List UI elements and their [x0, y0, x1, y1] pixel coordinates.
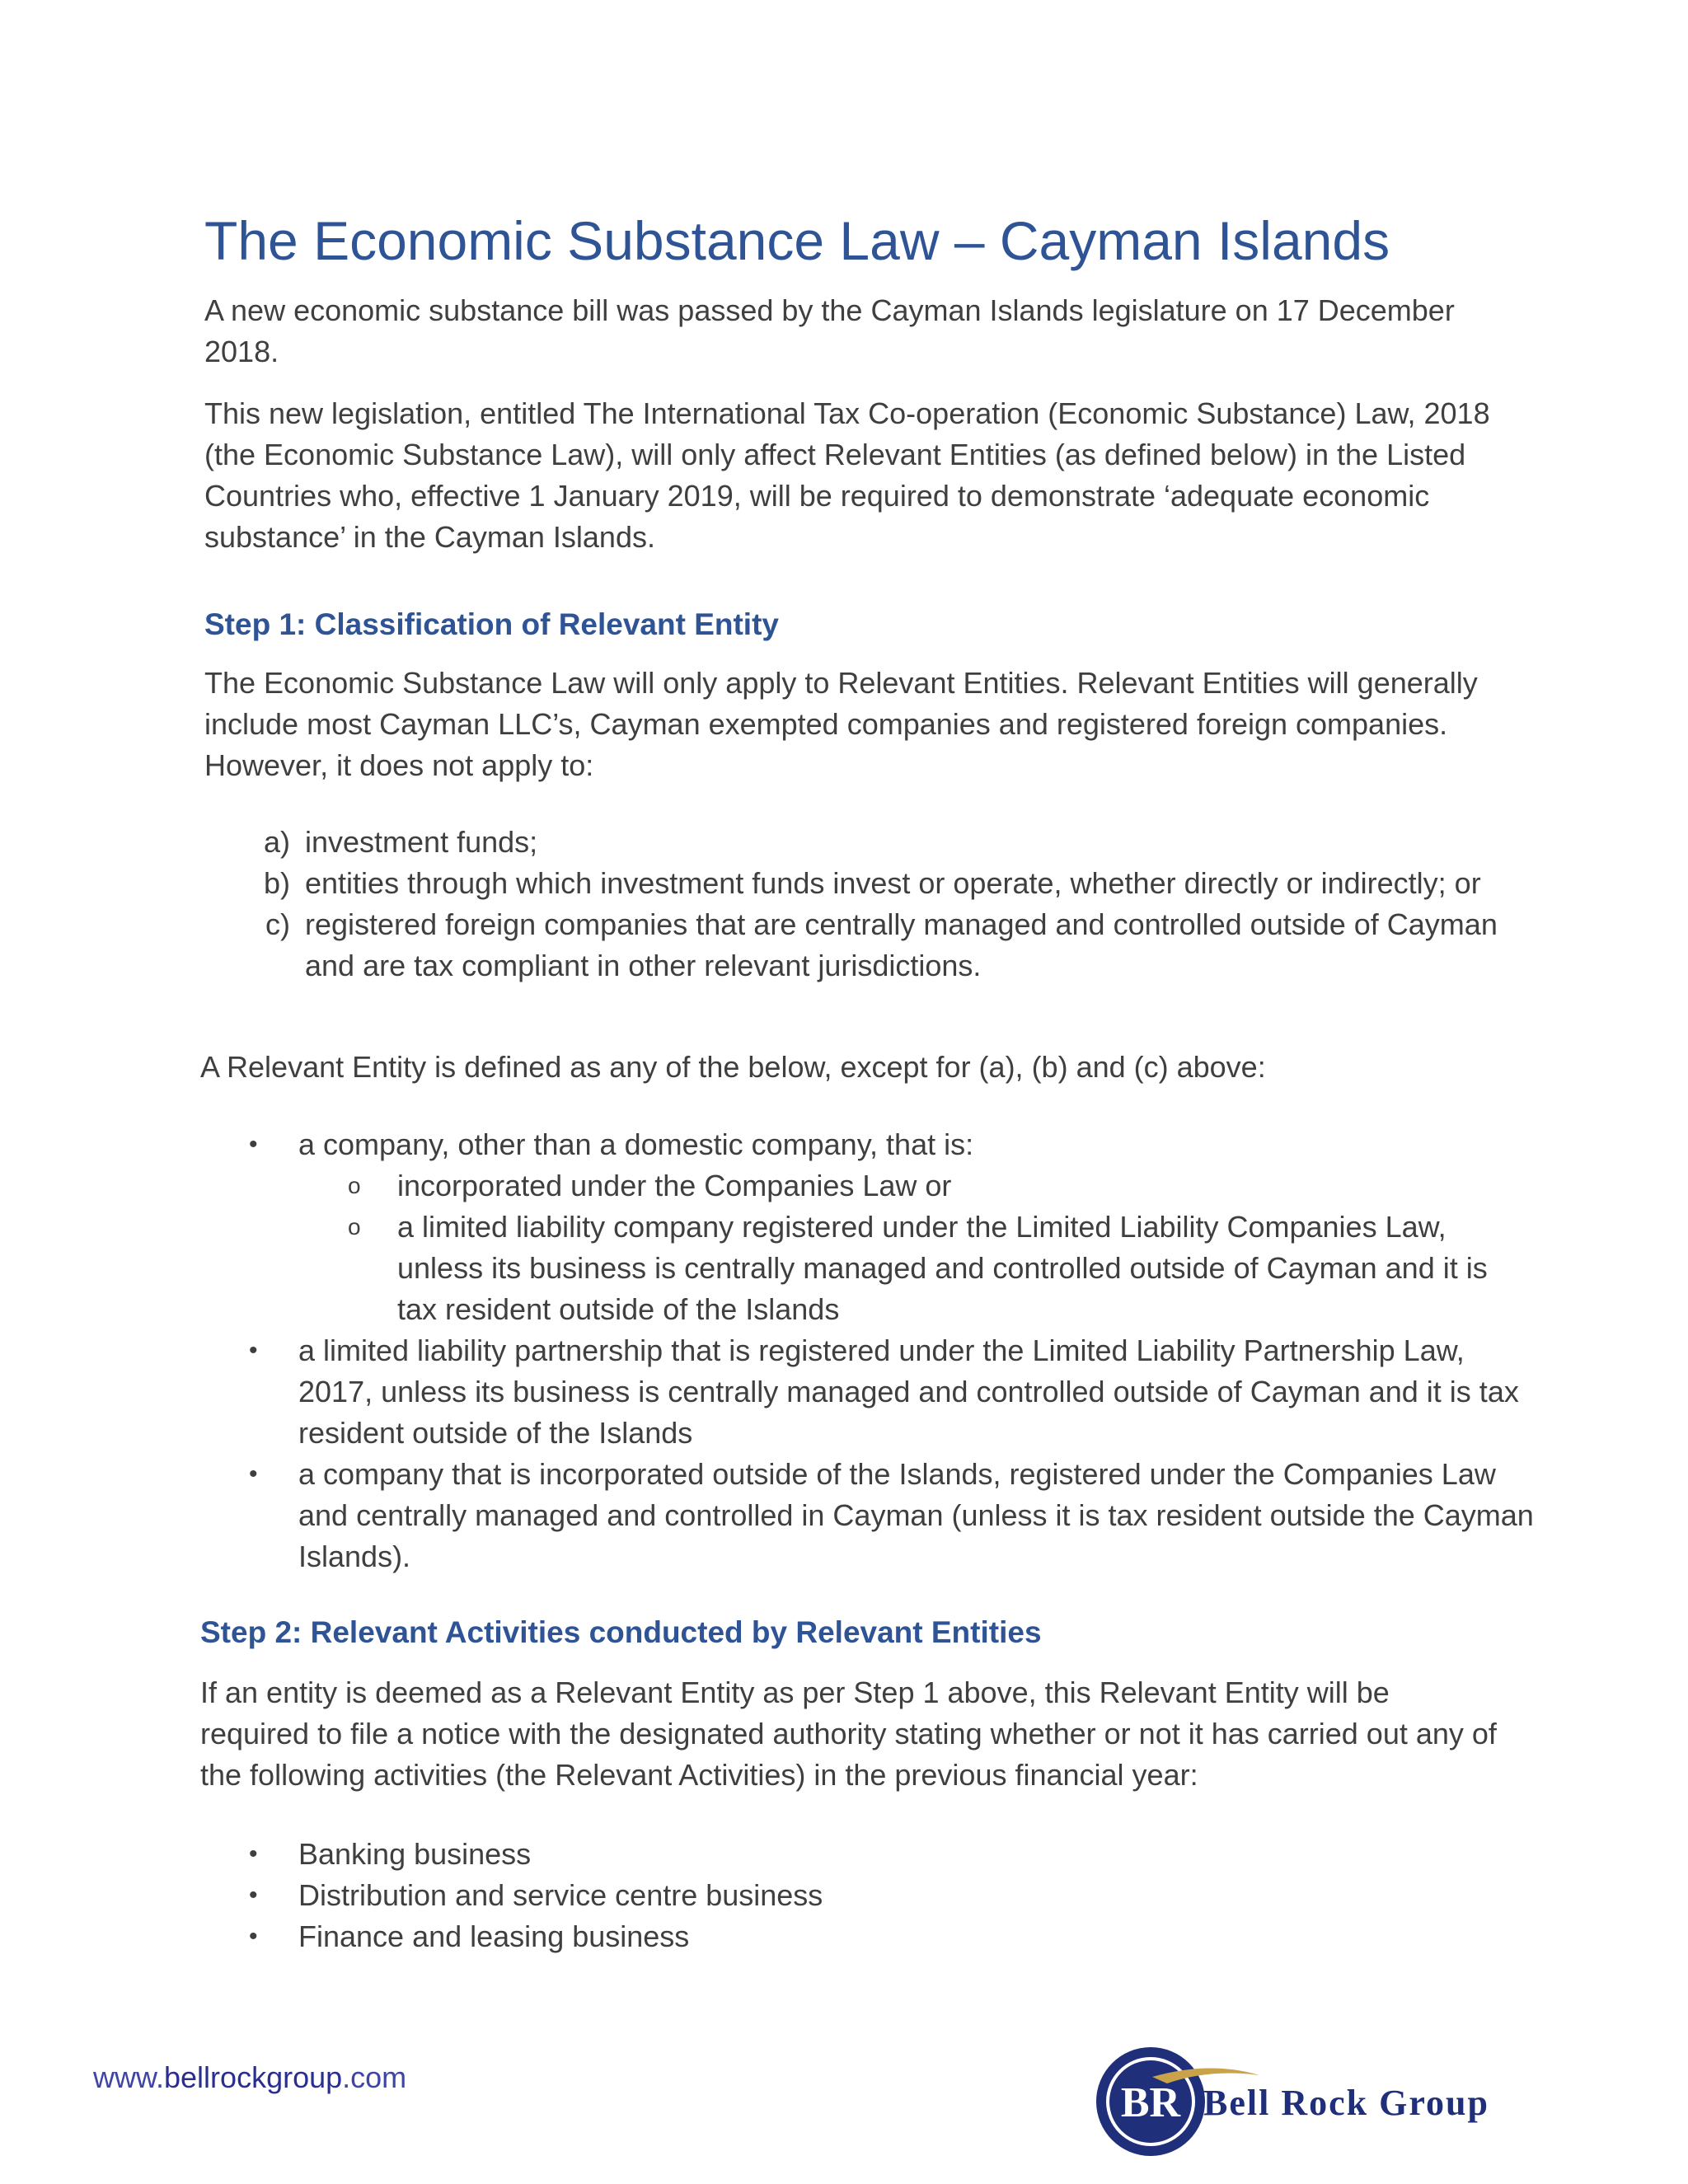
step2-heading: Step 2: Relevant Activities conducted by Relevant Entities [200, 1615, 1042, 1649]
sub-list-item [348, 1165, 1535, 1207]
circle-bullet-icon: o [348, 1214, 361, 1240]
list-marker: b) [263, 866, 290, 900]
exclusion-list [247, 822, 1517, 987]
list-item-text: a limited liability partnership that is registered under the Limited Liability Partnership Law, 2017, unless its business is centrally managed and controlled outside of Cayman and it is tax resident outside of the Islands [298, 1333, 1519, 1450]
list-item [249, 1834, 1535, 1875]
url-brand: bellrockgroup [164, 2060, 343, 2094]
list-item [249, 1454, 1535, 1577]
sub-list-item-text: a limited liability company registered under the Limited Liability Companies Law, unless its business is centrally managed and controlled outside of Cayman and it is tax resident outside of the Islands [397, 1210, 1488, 1326]
exclusion-item [247, 904, 1517, 987]
sub-list [348, 1165, 1535, 1330]
list-item [249, 1330, 1535, 1454]
url-prefix: www. [93, 2060, 165, 2094]
website-link[interactable] [93, 2060, 406, 2095]
exclusion-text: investment funds; [305, 825, 538, 859]
bullet-icon: • [249, 1840, 258, 1868]
bullet-icon: • [249, 1882, 258, 1909]
list-item-text: a company that is incorporated outside of the Islands, registered under the Companies Law and centrally managed and controlled in Cayman (unless it is tax resident outside the Cayman Islands). [298, 1457, 1534, 1573]
step1-heading: Step 1: Classification of Relevant Entity [204, 607, 779, 641]
list-item [249, 1124, 1535, 1330]
step1-body: The Economic Substance Law will only apply to Relevant Entities. Relevant Entities will generally include most Cayman LLC’s, Cayman exempted companies and registered foreign companies. However, it does not apply to: [204, 666, 1478, 782]
exclusion-item [247, 863, 1517, 904]
page-title: The Economic Substance Law – Cayman Islands [204, 210, 1390, 271]
list-item-text: a company, other than a domestic company, that is: [298, 1127, 974, 1161]
exclusion-item [247, 822, 1517, 863]
list-item-text: Distribution and service centre business [298, 1878, 823, 1912]
list-marker: a) [263, 825, 290, 859]
list-item-text: Finance and leasing business [298, 1919, 690, 1953]
exclusion-text: entities through which investment funds invest or operate, whether directly or indirectly; or [305, 866, 1481, 900]
logo-monogram: BR [1120, 2079, 1181, 2126]
list-item [249, 1916, 1535, 1957]
definition-paragraph: A Relevant Entity is defined as any of the below, except for (a), (b) and (c) above: [200, 1050, 1266, 1084]
step2-body: If an entity is deemed as a Relevant Entity as per Step 1 above, this Relevant Entity will be required to file a notice with the designated authority stating whether or not it has carried out any of the following activities (the Relevant Activities) in the previous financial year: [200, 1675, 1497, 1792]
list-item [249, 1875, 1535, 1916]
logo-text: Bell Rock Group [1203, 2083, 1490, 2123]
bullet-icon: • [249, 1923, 258, 1950]
relevant-entity-list [249, 1124, 1535, 1577]
bullet-icon: • [249, 1131, 258, 1158]
exclusion-text: registered foreign companies that are centrally managed and controlled outside of Cayman and are tax compliant in other relevant jurisdictions. [305, 907, 1498, 982]
sub-list-item [348, 1207, 1535, 1330]
bullet-icon: • [249, 1337, 258, 1364]
sub-list-item-text: incorporated under the Companies Law or [397, 1169, 952, 1202]
bullet-icon: • [249, 1460, 258, 1488]
circle-bullet-icon: o [348, 1173, 361, 1198]
list-item-text: Banking business [298, 1837, 532, 1871]
relevant-activity-list [249, 1834, 1535, 1957]
url-suffix: .com [342, 2060, 407, 2094]
intro-paragraph-1: A new economic substance bill was passed by the Cayman Islands legislature on 17 December 2018. [204, 293, 1455, 368]
list-marker: c) [265, 907, 290, 941]
intro-paragraph-2: This new legislation, entitled The International Tax Co-operation (Economic Substance) Law, 2018 (the Economic Substance Law), will only affect Relevant Entities (as defined below) in the Listed Countries who, effective 1 January 2019, will be required to demonstrate ‘adequate economic substance’ in the Cayman Islands. [204, 396, 1490, 554]
